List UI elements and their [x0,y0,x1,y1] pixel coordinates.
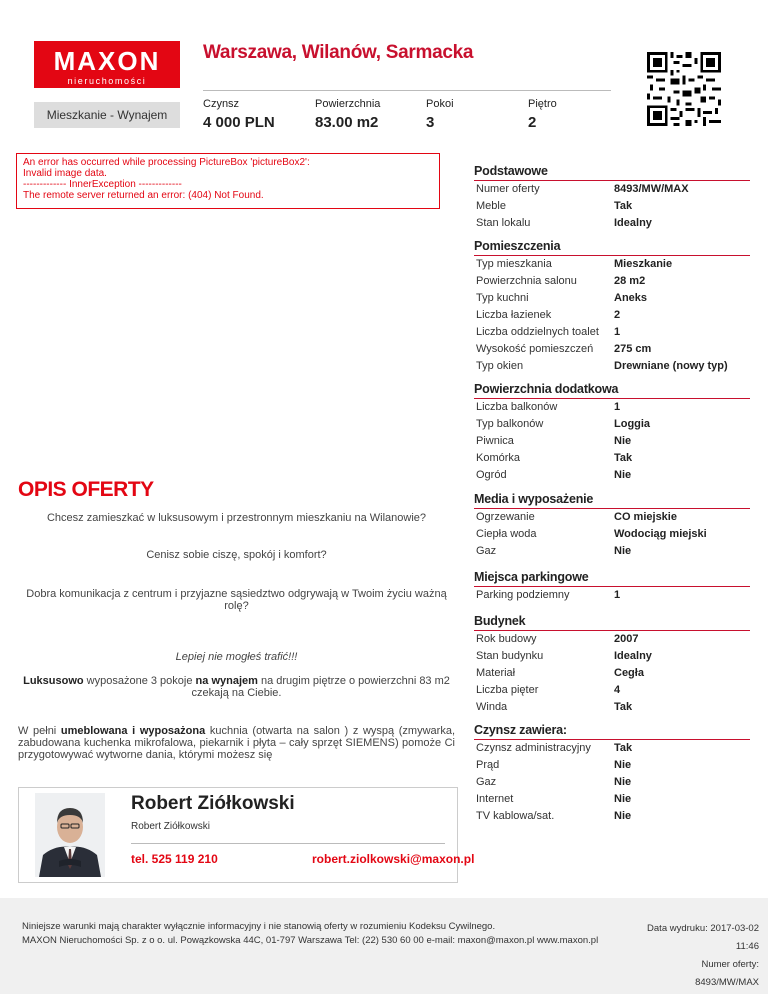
text: W pełni [18,725,61,737]
detail-value: Nie [614,759,632,771]
key-fact-label: Pokoi [426,98,454,110]
agent-name: Robert Ziółkowski [131,793,295,814]
detail-value: Nie [614,776,632,788]
company-info: MAXON Nieruchomości Sp. z o o. ul. Powązkowska 44C, 01-797 Warszawa Tel: (22) 530 60 00 e-mail: maxon@maxon.pl www.maxon.pl [22,935,599,946]
detail-row [474,307,750,324]
detail-value: 2007 [614,633,639,645]
detail-label: Prąd [476,759,500,771]
detail-value: Mieszkanie [614,258,673,270]
detail-label: Numer oferty [476,183,540,195]
image-error-box [16,153,440,209]
page-title: Warszawa, Wilanów, Sarmacka [203,42,474,63]
text: na drugim piętrze o powierzchni 83 m2 czekają na Ciebie. [191,675,450,699]
detail-value: 1 [614,589,621,601]
detail-label: Typ kuchni [476,292,529,304]
detail-label: Meble [476,200,506,212]
section-title: Powierzchnia dodatkowa [474,382,750,399]
detail-label: Liczba oddzielnych toalet [476,326,599,338]
section-basic [474,164,750,232]
print-date: Data wydruku: 2017-03-02 11:46 [647,923,759,952]
detail-row [474,509,750,526]
detail-label: Ciepła woda [476,528,537,540]
description-paragraph: Cenisz sobie ciszę, spokój i komfort? [146,549,327,561]
detail-label: Winda [476,701,508,713]
offer-number: Numer oferty: 8493/MW/MAX [695,959,759,988]
detail-label: TV kablowa/sat. [476,810,555,822]
detail-row [474,631,750,648]
detail-label: Czynsz administracyjny [476,742,591,754]
detail-label: Liczba balkonów [476,401,558,413]
key-fact-area [315,98,380,131]
description-paragraph: Dobra komunikacja z centrum i przyjazne sąsiedztwo odgrywają w Twoim życiu ważną rolę? [26,588,447,612]
bold-text: na wynajem [195,675,258,687]
key-fact-rent [203,98,275,131]
detail-label: Typ mieszkania [476,258,552,270]
detail-label: Parking podziemny [476,589,570,601]
disclaimer-text: Niniejsze warunki mają charakter wyłącznie informacyjny i nie stanowią oferty w rozumieniu Kodeksu Cywilnego. [22,921,496,932]
text: wyposażone 3 pokoje [83,675,196,687]
detail-label: Komórka [476,452,521,464]
section-parking [474,570,750,604]
qr-code-icon [646,52,722,126]
detail-value: Nie [614,793,632,805]
agent-email-link[interactable]: robert.ziolkowski@maxon.pl [312,852,475,866]
header-divider [203,90,611,91]
detail-label: Materiał [476,667,516,679]
key-fact-value: 4 000 PLN [203,114,275,131]
detail-row [474,215,750,232]
detail-value: Nie [614,469,632,481]
detail-value: Nie [614,545,632,557]
detail-row [474,526,750,543]
detail-row [474,273,750,290]
bold-text: umeblowana i wyposażona [60,725,206,737]
key-fact-label: Czynsz [203,98,240,110]
section-rooms [474,239,750,375]
detail-value: Nie [614,810,632,822]
detail-row [474,699,750,716]
detail-value: Tak [614,200,633,212]
section-additional-area [474,382,750,484]
description-paragraph [18,675,455,699]
detail-value: 4 [614,684,621,696]
agent-phone-link[interactable]: tel. 525 119 210 [131,852,218,866]
detail-row [474,467,750,484]
detail-label: Powierzchnia salonu [476,275,577,287]
footer-disclaimer [22,920,598,948]
detail-label: Rok budowy [476,633,537,645]
description-paragraph: Lepiej nie mogłeś trafić!!! [175,651,298,663]
description-paragraph: Chcesz zamieszkać w luksusowym i przestronnym mieszkaniu na Wilanowie? [46,512,427,524]
detail-value: CO miejskie [614,511,677,523]
detail-row [474,324,750,341]
key-fact-rooms [426,98,454,131]
detail-value: 2 [614,309,621,321]
detail-row [474,543,750,560]
error-line: ------------- InnerException ------------- [23,179,182,190]
detail-row [474,791,750,808]
detail-row [474,740,750,757]
error-line: An error has occurred while processing PictureBox 'pictureBox2': [23,157,310,168]
logo-sub-text: nieruchomości [67,76,147,86]
detail-row [474,198,750,215]
section-title: Podstawowe [474,164,750,181]
detail-row [474,399,750,416]
section-rent-includes [474,723,750,825]
detail-row [474,757,750,774]
bold-text: Luksusowo [23,675,84,687]
detail-value: 28 m2 [614,275,646,287]
detail-value: 8493/MW/MAX [614,183,689,195]
detail-label: Liczba pięter [476,684,539,696]
detail-value: Loggia [614,418,651,430]
detail-label: Internet [476,793,514,805]
maxon-logo [34,41,180,88]
detail-label: Liczba łazienek [476,309,552,321]
detail-row [474,808,750,825]
detail-value: Aneks [614,292,648,304]
detail-value: Tak [614,452,633,464]
detail-label: Gaz [476,545,497,557]
detail-value: Tak [614,742,633,754]
error-line: Invalid image data. [23,168,107,179]
key-fact-value: 2 [528,114,537,131]
key-fact-value: 83.00 m2 [315,114,379,131]
key-fact-label: Piętro [528,98,557,110]
agent-divider [131,843,445,844]
description-title: OPIS OFERTY [18,478,154,501]
detail-label: Stan budynku [476,650,544,662]
footer-print-info [636,920,759,992]
description-paragraph [18,725,455,761]
detail-value: Wodociąg miejski [614,528,707,540]
detail-row [474,682,750,699]
agent-subtitle: Robert Ziółkowski [131,821,210,832]
logo-main-text: MAXON [53,46,161,76]
section-title: Pomieszczenia [474,239,750,256]
detail-row [474,648,750,665]
detail-label: Typ okien [476,360,524,372]
section-title: Media i wyposażenie [474,492,750,509]
detail-label: Piwnica [476,435,514,447]
detail-row [474,665,750,682]
detail-label: Stan lokalu [476,217,531,229]
detail-label: Wysokość pomieszczeń [476,343,594,355]
detail-label: Typ balkonów [476,418,544,430]
detail-row [474,256,750,273]
key-fact-label: Powierzchnia [315,98,381,110]
detail-value: 275 cm [614,343,652,355]
detail-label: Ogród [476,469,507,481]
key-fact-floor [528,98,557,131]
detail-value: Drewniane (nowy typ) [614,360,728,372]
section-title: Miejsca parkingowe [474,570,750,587]
detail-row [474,358,750,375]
section-building [474,614,750,716]
detail-row [474,587,750,604]
detail-label: Ogrzewanie [476,511,535,523]
detail-label: Gaz [476,776,497,788]
listing-type-badge: Mieszkanie - Wynajem [34,102,180,128]
detail-row [474,774,750,791]
detail-row [474,341,750,358]
detail-row [474,290,750,307]
detail-row [474,416,750,433]
detail-value: Idealny [614,650,652,662]
detail-value: Idealny [614,217,652,229]
detail-value: Nie [614,435,632,447]
agent-photo [35,793,105,877]
detail-row [474,450,750,467]
detail-value: Tak [614,701,633,713]
detail-row [474,181,750,198]
detail-value: 1 [614,326,621,338]
agent-card [18,787,475,883]
detail-value: 1 [614,401,621,413]
detail-value: Cegła [614,667,644,679]
key-fact-value: 3 [426,114,435,131]
text: kuchnia (otwarta na salon ) z wyspą (zmywarka, zabudowana kuchenka mikrofalowa, piekarnik i płyta – cały sprzęt SIEMENS) pomoże Ci przygotowywać wytworne dania, którymi możesz się [18,725,455,761]
section-title: Czynsz zawiera: [474,723,750,740]
section-utilities [474,492,750,560]
detail-row [474,433,750,450]
section-title: Budynek [474,614,750,631]
error-line: The remote server returned an error: (404) Not Found. [23,190,264,201]
